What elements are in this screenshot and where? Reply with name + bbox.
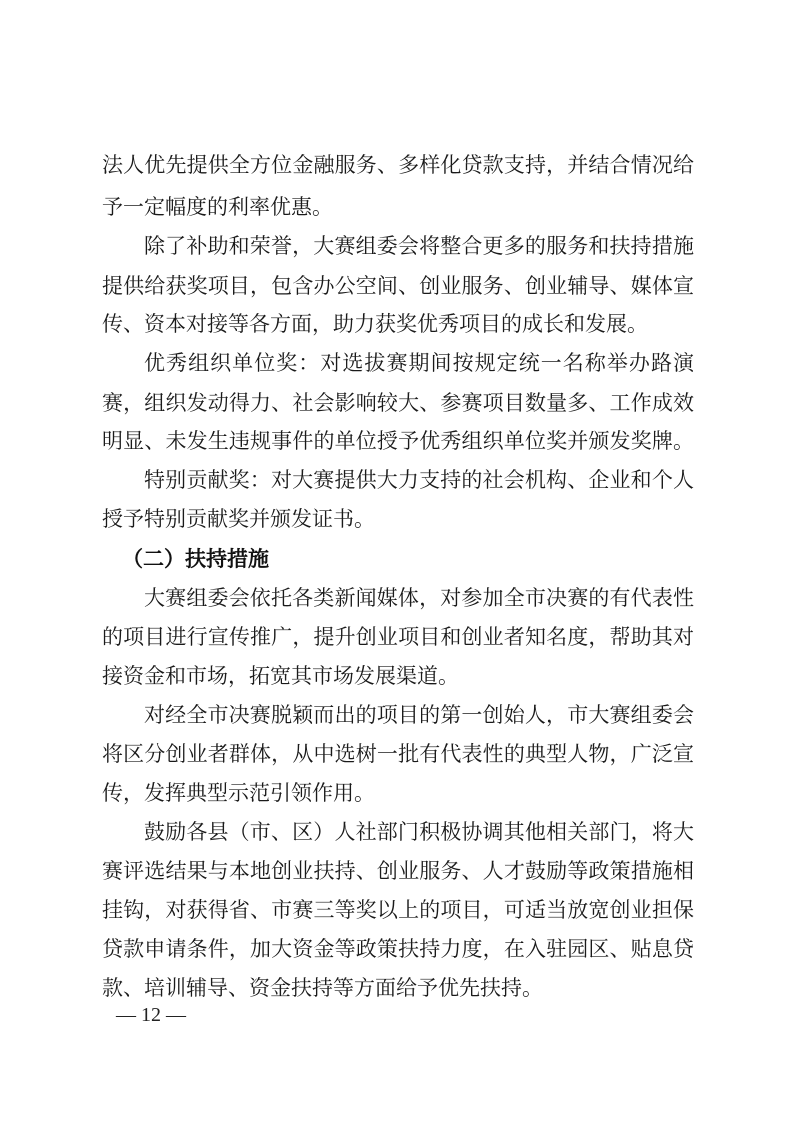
text-line: 明显、未发生违规事件的单位授予优秀组织单位奖并颁发奖牌。 [102, 429, 694, 453]
text-line: 特别贡献奖：对大赛提供大力支持的社会机构、企业和个人 [144, 468, 694, 492]
text-line: 贷款申请条件，加大资金等政策扶持力度，在入驻园区、贴息贷 [102, 937, 694, 961]
text-line: 大赛组委会依托各类新闻媒体，对参加全市决赛的有代表性 [144, 586, 694, 610]
page-number: — 12 — [116, 1004, 186, 1026]
text-line: 款、培训辅导、资金扶持等方面给予优先扶持。 [102, 976, 543, 1000]
text-line: 鼓励各县（市、区）人社部门积极协调其他相关部门，将大 [144, 820, 694, 844]
text-line: 将区分创业者群体，从中选树一批有代表性的典型人物，广泛宣 [102, 742, 694, 766]
text-line: 法人优先提供全方位金融服务、多样化贷款支持，并结合情况给 [102, 153, 694, 177]
section-heading: （二）扶持措施 [122, 546, 269, 571]
text-line: 除了补助和荣誉，大赛组委会将整合更多的服务和扶持措施 [144, 234, 694, 258]
text-line: 挂钩，对获得省、市赛三等奖以上的项目，可适当放宽创业担保 [102, 898, 694, 922]
text-line: 予一定幅度的利率优惠。 [102, 195, 333, 219]
text-line: 对经全市决赛脱颖而出的项目的第一创始人，市大赛组委会 [144, 703, 694, 727]
text-line: 的项目进行宣传推广，提升创业项目和创业者知名度，帮助其对 [102, 625, 694, 649]
text-line: 赛，组织发动得力、社会影响较大、参赛项目数量多、工作成效 [102, 391, 694, 415]
text-line: 传，发挥典型示范引领作用。 [102, 781, 375, 805]
text-line: 提供给获奖项目，包含办公空间、创业服务、创业辅导、媒体宣 [102, 274, 694, 298]
text-line: 授予特别贡献奖并颁发证书。 [102, 507, 375, 531]
text-line: 赛评选结果与本地创业扶持、创业服务、人才鼓励等政策措施相 [102, 859, 694, 883]
text-line: 优秀组织单位奖：对选拔赛期间按规定统一名称举办路演 [144, 351, 694, 375]
text-line: 传、资本对接等各方面，助力获奖优秀项目的成长和发展。 [102, 312, 648, 336]
text-line: 接资金和市场，拓宽其市场发展渠道。 [102, 664, 459, 688]
